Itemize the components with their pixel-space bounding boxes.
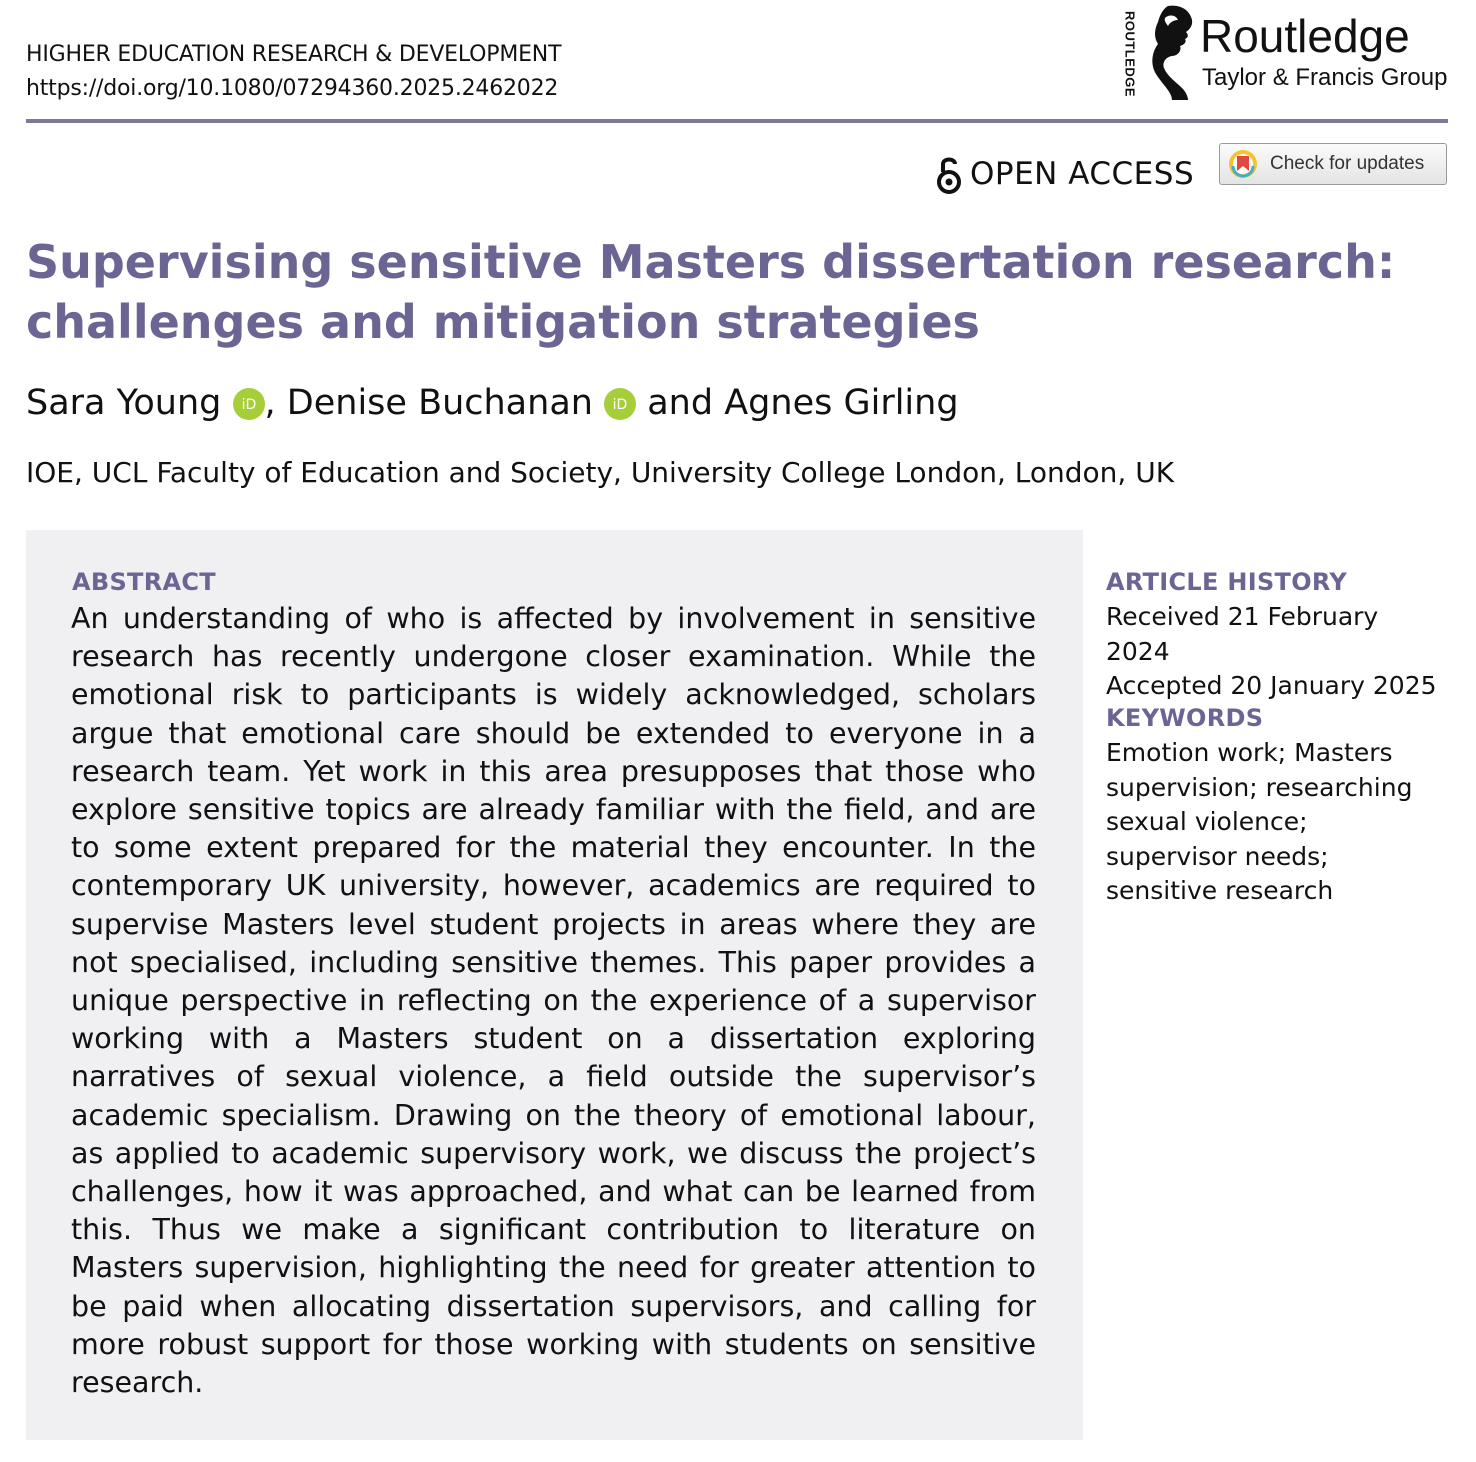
check-for-updates-button[interactable]: [1219, 143, 1447, 185]
journal-header: [26, 38, 561, 106]
open-lock-icon: [936, 154, 962, 194]
header-divider: [26, 119, 1448, 123]
publisher-vertical-label: ROUTLEDGE: [1122, 10, 1138, 98]
publisher-logo: [1118, 4, 1458, 104]
received-date: Received 21 February 2024: [1106, 602, 1379, 666]
article-title-line-2: challenges and mitigation strategies: [26, 295, 980, 349]
author-separator-and: and: [647, 383, 714, 423]
author-affiliation: IOE, UCL Faculty of Education and Society, University College London, London, UK: [26, 456, 1175, 489]
routledge-profile-icon: [1142, 4, 1200, 104]
author-name[interactable]: Denise Buchanan: [286, 383, 593, 423]
keywords-heading: KEYWORDS: [1106, 704, 1264, 732]
abstract-heading: ABSTRACT: [72, 568, 216, 596]
check-for-updates-label: Check for updates: [1270, 153, 1425, 174]
publisher-group: Taylor & Francis Group: [1202, 64, 1448, 91]
orcid-icon[interactable]: [604, 384, 636, 434]
publisher-name: Routledge: [1200, 10, 1410, 62]
accepted-date: Accepted 20 January 2025: [1106, 671, 1437, 700]
open-access-label: OPEN ACCESS: [970, 156, 1195, 192]
author-list: [26, 378, 959, 434]
journal-name: HIGHER EDUCATION RESEARCH & DEVELOPMENT: [26, 42, 562, 67]
crossmark-icon: [1228, 149, 1258, 179]
author-separator: ,: [264, 383, 276, 423]
article-title: [26, 232, 1446, 352]
svg-text:iD: iD: [612, 397, 628, 413]
keywords-text: Emotion work; Masters supervision; researching sexual violence; supervisor needs; sensitive research: [1106, 738, 1413, 905]
author-name[interactable]: Agnes Girling: [724, 383, 959, 423]
article-history-heading: ARTICLE HISTORY: [1106, 568, 1348, 596]
svg-text:iD: iD: [241, 397, 256, 413]
open-access-badge: [936, 152, 1194, 196]
orcid-icon[interactable]: [233, 384, 265, 434]
article-title-line-1: Supervising sensitive Masters dissertation research:: [26, 235, 1396, 289]
abstract-text: An understanding of who is affected by involvement in sensitive research has recently undergone closer examination. While the emotional risk to participants is widely acknowledged, scholars argue that emotional care should be extended to everyone in a research team. Yet work in this area presupposes that those who explore sensitive topics are already familiar with the field, and are to some extent prepared for the material they encounter. In the contemporary UK university, however, academics are required to supervise Masters level student projects in areas where they are not specialised, including sensitive themes. This paper provides a unique perspective in reflecting on the experience of a supervisor working with a Masters student on a dissertation exploring narratives of sexual violence, a field outside the supervisor’s academic specialism. Drawing on the theory of emotional labour, as applied to academic supervisory work, we discuss the project’s challenges, how it was approached, and what can be learned from this. Thus we make a significant contribution to literature on Masters supervision, highlighting the need for greater attention to be paid when allocating dissertation supervisors, and calling for more robust support for those working with students on sensitive research.: [71, 602, 1036, 1400]
journal-doi-link[interactable]: https://doi.org/10.1080/07294360.2025.2462022: [26, 76, 559, 101]
article-history: [1106, 600, 1446, 704]
author-name[interactable]: Sara Young: [26, 383, 222, 423]
